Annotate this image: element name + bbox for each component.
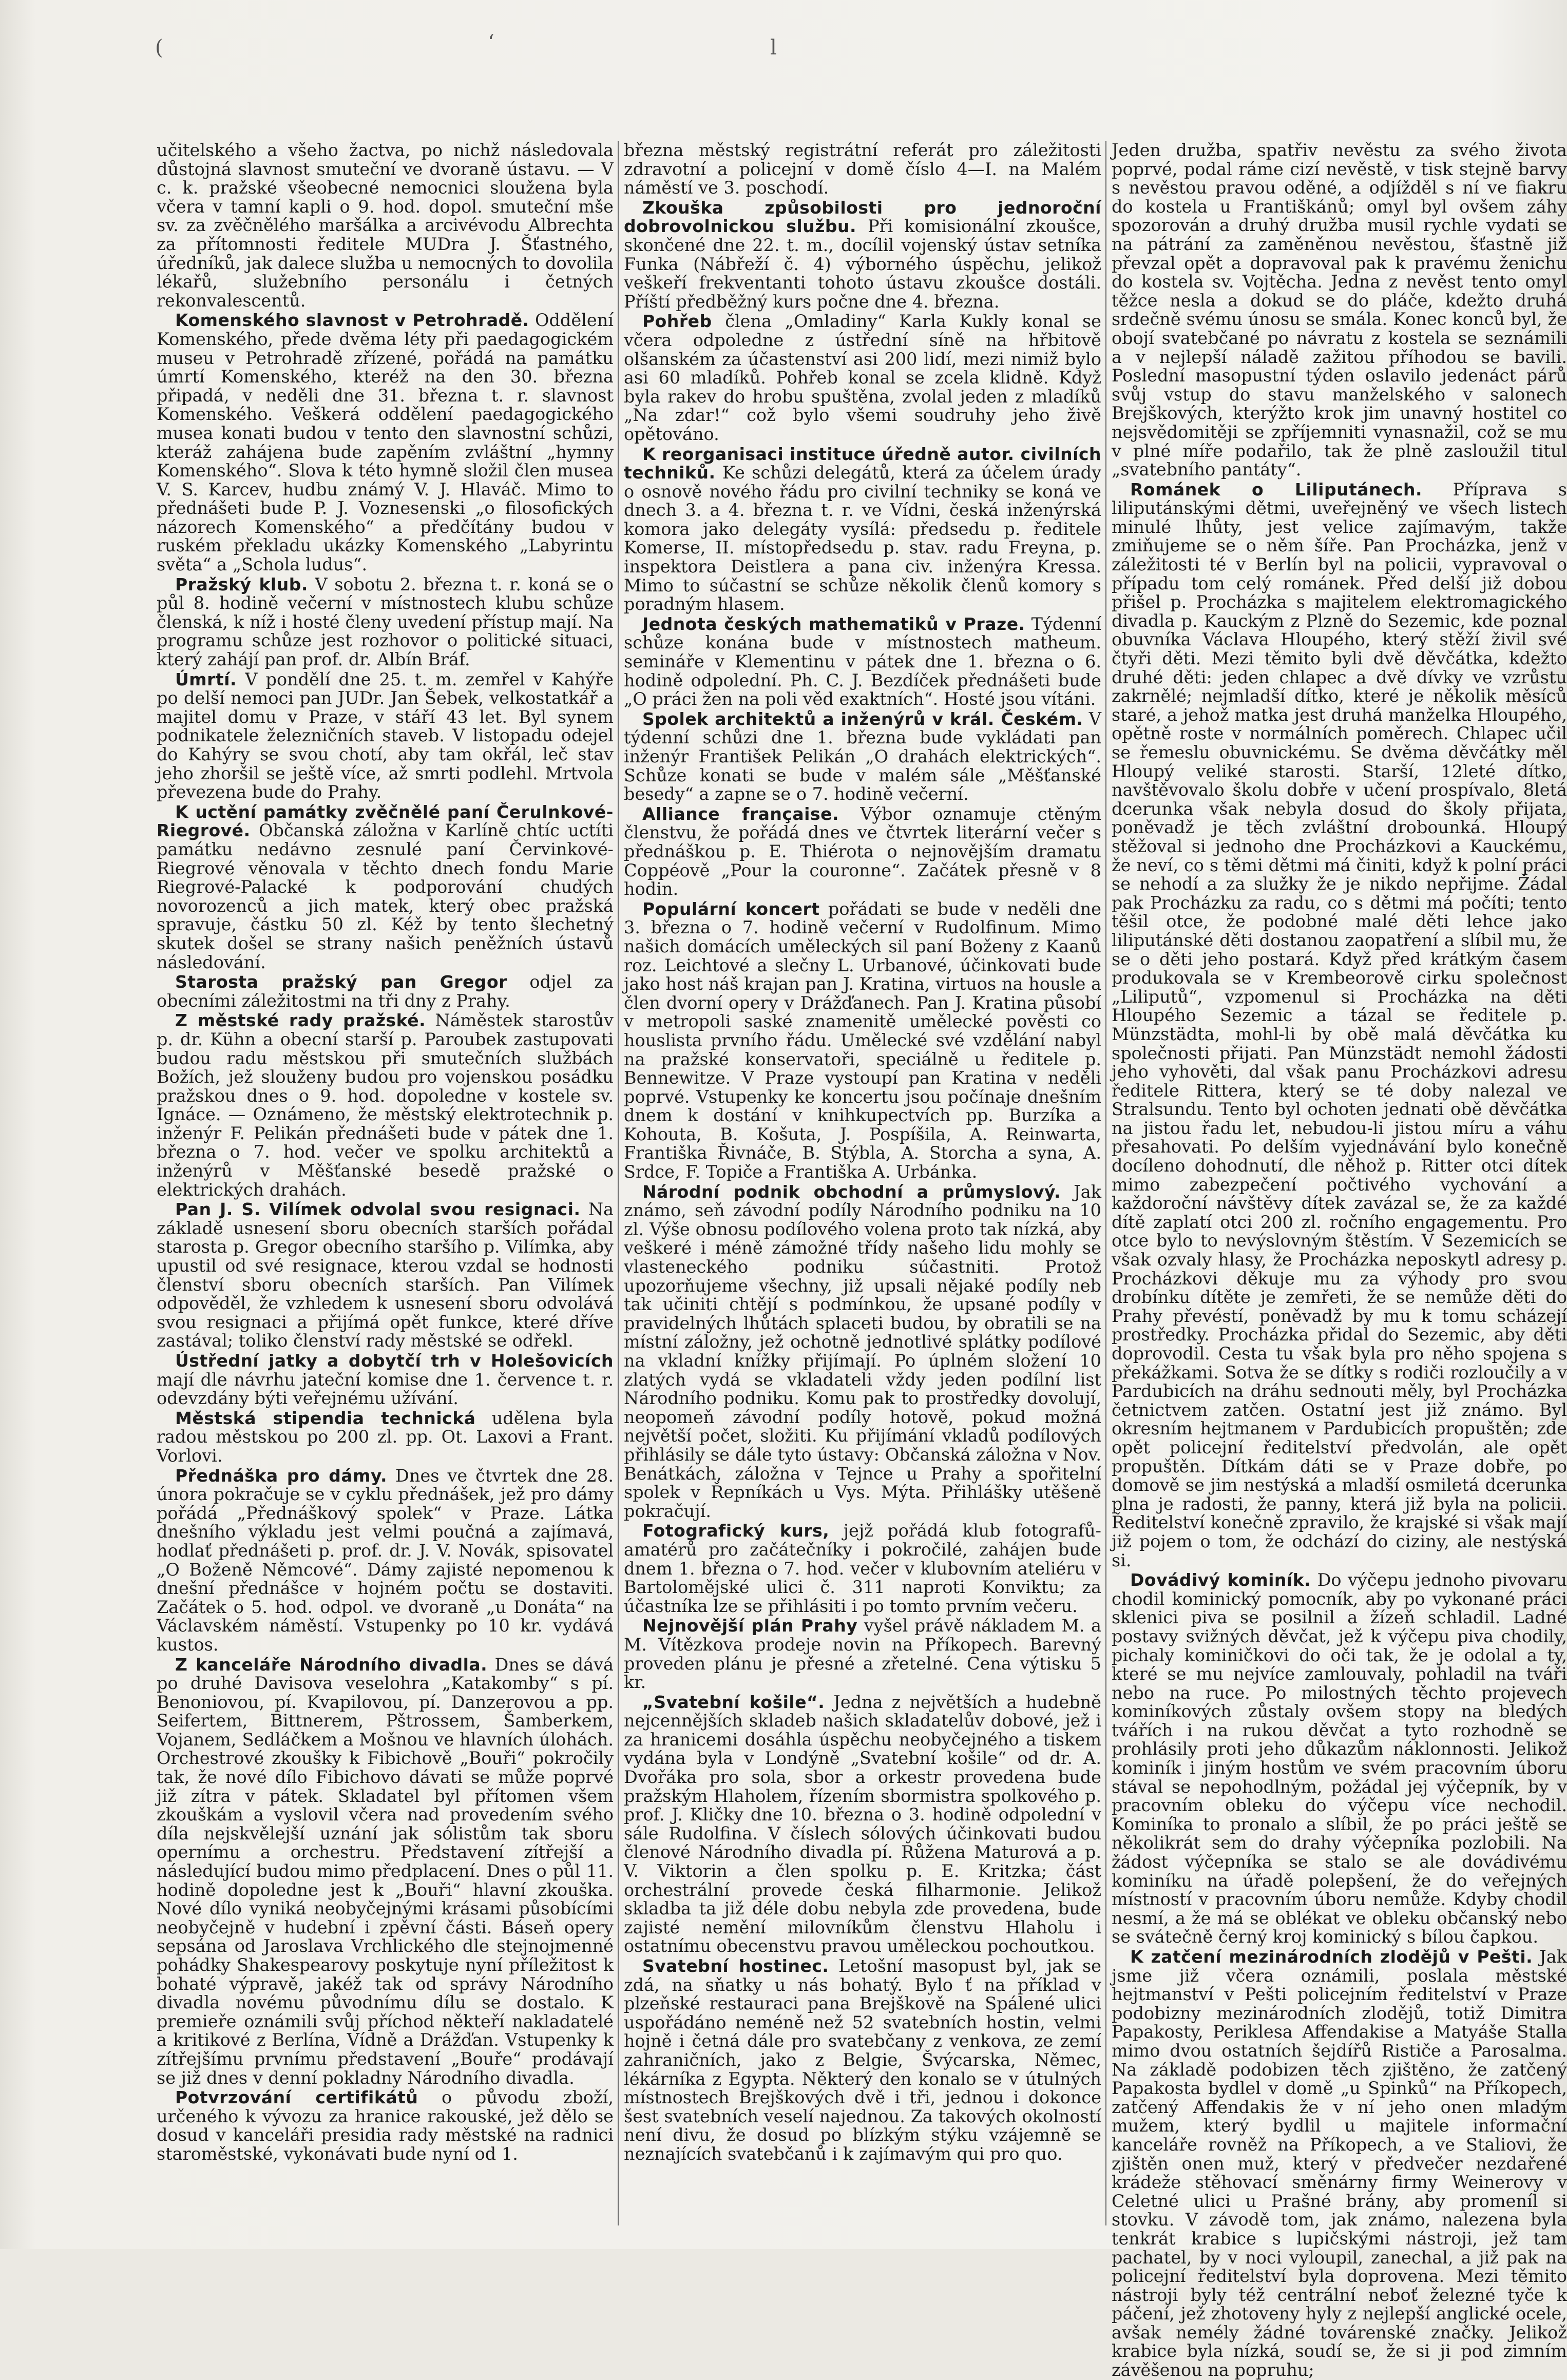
item-text: Příprava s liliputánskými dětmi, uveřejněný ve všech listech minulé lhůty, jest velice zajímavým, takže zmiňujeme se o něm šíře. Pan Procházka, jenž v záležitosti té v Berlín byl na policii, vypravoval o případu tom celý románek. Před delší již dobou přišel p. Procházka s majitelem elektromagického divadla p. Kauckým z Plzně do Sezemic, kde poznal obuvníka Václava Hloupého, který stěží živil své čtyři děti. Mezi těmito byli dvě děvčátka, kdežto druhé děti: jeden chlapec a dvě dívky ve vzrůstu zakrnělé; nejmladší dítko, které je několik měsíců staré, a jehož matka jest druhá manželka Hloupého, opětně roste v normálních poměrech. Chlapec učil se řemeslu obuvnickému. Se dvěma děvčátky měl Hloupý veliké starosti. Starší, 12leté dítko, navštěvovalo školu dobře v učení prospívalo, 8letá dcerunka však nebyla dosud do školy přijata, poněvadž je těch zvláštní drobounká. Hloupý stěžoval si jednoho dne Procházkovi a Kauckému, že neví, co s těmi dětmi má činiti, když k polní práci se nehodí a za služky že je nikdo nepřijme. Žádal pak Procházku za radu, co s dětmi má počíti; tento těšil otce, že podobné malé děti lehce jako liliputánské děti dostanou zaopatření a slíbil mu, že se o děti jeho postará. Když před krátkým časem produkovala se v Krembeorově cirku společnost „Liliputů“, vzpomenul si Procházka na děti Hloupého Sezemic a tázal se ředitele p. Münzstädta, mohl-li by obě malá děvčátka ku společnosti přijati. Pan Münzstädt nemohl žádosti jeho vyhověti, dal však panu Procházkovi adresu ředitele Rittera, který se té doby nalezal ve Stralsundu. Tento byl ochoten jednati obě děvčátka na jistou řadu let, nebudou-li jistou míru a váhu přesahovati. Po delším vyjednávání bylo konečně docíleno dohodnutí, dle něhož p. Ritter otci dítek mimo zabezpečení počtivého vychování a každoroční návštěvy dítek zavázal se, že za každé dítě zaplatí otci 200 zl. ročního engagementu. Pro otce bylo to nevýslovným štěstím. V Sezemicích se však ozvaly hlasy, že Procházka neposkytl adresy p. Procházkovi děkuje mu za výhody pro svou drobínku dítěte je zemřeti, že se nemůže děti do Prahy převéstí, poněvadž by mu k tomu scházejí prostředky. Procházka přidal do Sezemic, aby děti doprovodil. Cesta tu však byla pro něho spojena s překážkami. Sotva že se dítky s rodiči rozloučily a v Pardubicích na dráhu sednouti měly, byl Procházka četnictvem zatčen. Ostatní jest již známo. Byl okresním hejtmanem v Pardubicích propuštěn; zde opět policejní ředitelství předvolán, ale opět propuštěn. Dítkám dáti se v Praze dobře, po domově se jim nestýská a mladší osmiletá dcerunka plna je radosti, že panny, která již byla na policii. Ředitelství konečně zpravilo, že krajské si však mají již pojem o tom, že odchází do ciziny, ale nestýská si. bbox=[1112, 479, 1567, 1570]
item-text: V pondělí dne 25. t. m. zemřel v Kahýře po delší nemoci pan JUDr. Jan Šebek, velkostatkář a majitel domu v Praze, v stáří 43 let. Byl synem podnikatele železničních staveb. V listopadu odejel do Kahýry se svou chotí, aby tam okřál, leč stav jeho zhoršil se ještě více, až smrti podlehl. Mrtvola převezena bude do Prahy. bbox=[157, 669, 614, 802]
item-text: V týdenní schůzi dne 1. března bude vykládati pan inženýr František Pelikán „O drahách elektrických“. Schůze konati se bude v malém sále „Měšťanské besedy“ a zapne se o 7. hodině večerní. bbox=[624, 708, 1101, 804]
news-item bbox=[157, 2088, 614, 2163]
item-headline: K zatčení mezinárodních zlodějů v Pešti. bbox=[1130, 1947, 1533, 1967]
item-headline: Jednota českých mathematiků v Praze. bbox=[642, 613, 1025, 634]
news-item bbox=[1112, 481, 1567, 1570]
column-1 bbox=[157, 141, 614, 2225]
news-item bbox=[157, 1200, 614, 1351]
item-headline: Městská stipendia technická bbox=[175, 1408, 476, 1428]
item-headline: Spolek architektů a inženýrů v král. Českém. bbox=[642, 708, 1083, 729]
item-text: odjel za obecními záležitostmi na tři dny z Prahy. bbox=[157, 972, 614, 1011]
item-headline: Komenského slavnost v Petrohradě. bbox=[175, 310, 529, 331]
column-divider bbox=[618, 141, 619, 2225]
news-item bbox=[624, 1183, 1101, 1521]
item-headline: Dovádivý kominík. bbox=[1130, 1570, 1311, 1590]
item-text: člena „Omladiny“ Karla Kukly konal se včera odpoledne z ústřední síně na hřbitově olšanském za účastenství asi 200 lidí, mezi nimiž bylo asi 60 mladíků. Pohřeb konal se zcela klidně. Když byla rakev do hrobu spuštěna, zvolal jeden z mladíků „Na zdar!“ což bylo všemi soudruhy jeho živě opětováno. bbox=[624, 311, 1102, 444]
item-text: Dnes se dává po druhé Davisova veselohra „Katakomby“ s pí. Benoniovou, pí. Kvapilovou, pí. Danzerovou a pp. Seifertem, Bittnerem, Pštrossem, Šamberkem, Vojanem, Sedláčkem a Mošnou ve hlavních úlohách. Orchestrové zkoušky k Fibichově „Bouři“ pokročily tak, že nové dílo Fibichovo dávati se může poprvé již zítra v pátek. Skladatel byl přítomen všem zkouškám a vyslovil včera nad provedením svého díla nejskvělejší uznání jak sólistům tak sboru opernímu a orchestru. Představení zítřejší a následující budou mimo předplacení. Dnes o půl 11. hodině dopoledne jest k „Bouři“ hlavní zkouška. Nové dílo vyniká neobyčejnými krásami působícími neobyčejně v hudební i zpěvní části. Báseň opery sepsána od Jaroslava Vrchlického dle stejnojmenné pohádky Shakespearovy poskytuje nyní příležitost k bohaté výpravě, jakéž tak od správy Národního divadla novému původnímu dílu se dostalo. K premieře oznámili svůj příchod někteří nakladatelé a kritikové z Berlína, Vídně a Drážďan. Vstupenky k zítřejšímu prvnímu představení „Bouře“ prodávají se již dnes v denní pokladny Národního divadla. bbox=[157, 1654, 614, 2088]
item-text: V sobotu 2. března t. r. koná se o půl 8. hodině večerní v místnostech klubu schůze členská, k níž i hosté členy uvedení přístup mají. Na programu schůze jest rozhovor o politické situaci, který zahájí pan prof. dr. Albín Bráf. bbox=[157, 574, 614, 670]
item-headline: Pan J. S. Vilímek odvolal svou resignaci. bbox=[175, 1199, 581, 1220]
item-headline: Starosta pražský pan Gregor bbox=[175, 972, 507, 992]
item-headline: Národní podnik obchodní a průmyslový. bbox=[642, 1181, 1061, 1202]
item-text: Na základě usnesení sboru obecních starších pořádal starosta p. Gregor obecního staršího p. Vilímka, aby upustil od své resignace, kterou vzdal se hodnosti členství sboru obecních starších. Pan Vilímek odpověděl, že vzhledem k usnesení sboru odvolává svou resignaci a přijímá opět funkce, které dříve zastával; toliko členství rady městské se odřekl. bbox=[157, 1199, 614, 1351]
news-item bbox=[624, 900, 1101, 1182]
item-headline: Pohřeb bbox=[642, 311, 712, 332]
item-text: Jak známo, seň závodní podíly Národního podniku na 10 zl. Výše obnosu podílového volena proto tak nízká, aby veškeré i méně zámožné třídy našeho lidu mohly se vlasteneckého podniku súčastniti. Protož upozorňujeme všechny, již upsali nějaké podíly neb tak učiniti chtějí s podmínkou, že upsané podíly v pravidelných lhůtách splaceti budou, by obratili se na místní záložny, jež ochotně jednotlivé splátky podílové na vkladní knížky přijímají. Po úplném složení 10 zlatých vydá se vkladateli vždy jeden podílní list Národního podniku. Komu pak to prostředky dovolují, neopomeň závodní podíly hotově, pokud možná největší počet, složiti. Ku přijímání vkladů podílových přihlásily se dále tyto ústavy: Občanská záložna v Nov. Benátkách, záložna v Tejnce u Prahy a spořitelní spolek v Řepníkách u Vys. Mýta. Přihlášky utěšeně pokračují. bbox=[624, 1181, 1101, 1521]
column-3 bbox=[1112, 140, 1567, 2380]
item-headline: K reorganisaci instituce úředně autor. civilních techniků. bbox=[624, 444, 1101, 483]
column-divider bbox=[1105, 141, 1106, 2225]
margin-mark: l bbox=[770, 36, 777, 60]
item-text: Týdenní schůze konána bude v místnostech matheum. semináře v Klementinu v pátek dne 1. března o 6. hodině odpolední. Ph. C. J. Bezdíček přednášeti bude „O práci žen na poli věd exaktních“. Hosté jsou vítáni. bbox=[624, 613, 1102, 709]
news-item bbox=[624, 199, 1101, 312]
item-headline: Alliance française. bbox=[642, 803, 839, 824]
news-item bbox=[624, 1522, 1101, 1616]
item-text: Jedna z největších a hudebně nejcennějších skladeb našich skladatelův dobové, jež i za hranicemi dosáhla úspěchu neobyčejného a tiskem vydána byla v Londýně „Svatební košile“ od dr. A. Dvořáka pro sola, sbor a orkestr provedena bude pražským Hlaholem, řízením sbormistra spolkového p. prof. J. Kličky dne 10. března o 3. hodině odpolední v sále Rudolfina. V číslech sólových účinkovati budou členové Národního divadla pí. Růžena Maturová a p. V. Viktorin a člen spolku p. E. Kritzka; část orchestrální provede česká filharmonie. Jelikož skladba ta již déle dobu nebyla zde provedena, bude zajisté nemění milovníkům členstvu Hlaholu i ostatnímu obecenstvu pravou uměleckou pochoutkou. bbox=[624, 1692, 1101, 1956]
news-item bbox=[157, 1409, 614, 1466]
item-headline: Z kanceláře Národního divadla. bbox=[175, 1654, 488, 1675]
news-item bbox=[157, 670, 614, 802]
item-headline: Románek o Liliputánech. bbox=[1130, 479, 1423, 500]
news-item bbox=[624, 312, 1101, 444]
item-text: vyšel právě nákladem M. a M. Vítězkova prodeje novin na Příkopech. Barevný proveden plánu je přesné a zřetelné. Cena výtisku 5 kr. bbox=[624, 1616, 1101, 1693]
item-text: udělena byla radou městskou po 200 zl. pp. Ot. Laxovi a Frant. Vorlovi. bbox=[157, 1408, 614, 1466]
item-text: Oddělení Komenského, přede dvěma léty při paedagogickém museu v Petrohradě zřízené, pořádá na památku úmrtí Komenského, kteréž na den 30. března připadá, v neděli dne 31. března t. r. slavnost Komenského. Veškerá oddělení paedagogického musea konati budou v tento den slavnostní schůzi, kteráž zahájena bude zapěním zvláštní „hymny Komenského“. Slova k této hymně složil člen musea V. S. Karcev, hudbu známý V. J. Hlaváč. Mimo to přednášeti bude P. J. Voznesenski „o filosofických názorech Komenského“ a předčítány budou v ruském překladu ukázky Komenského „Labyrintu světa“ a „Schola ludus“. bbox=[157, 310, 614, 575]
news-item bbox=[157, 1011, 614, 1199]
item-headline: Úmrtí. bbox=[175, 669, 237, 689]
news-item bbox=[624, 710, 1101, 804]
news-item bbox=[157, 803, 614, 972]
item-text: Výbor oznamuje ctěným členstvu, že pořádá dnes ve čtvrtek literární večer s přednáškou p. E. Thiérota o nejnovějším dramatu Coppéově „Pour la couronne“. Začátek přesně v 8 hodin. bbox=[624, 803, 1102, 899]
news-item bbox=[624, 1693, 1101, 1956]
item-headline: „Svatební košile“. bbox=[642, 1692, 825, 1712]
item-headline: Přednáška pro dámy. bbox=[175, 1465, 388, 1486]
news-item bbox=[157, 1656, 614, 2088]
item-headline: Z městské rady pražské. bbox=[175, 1010, 426, 1031]
item-headline: K uctění památky zvěčnělé paní Čerulnkové-Riegrové. bbox=[157, 801, 614, 841]
news-item bbox=[157, 1352, 614, 1408]
news-item bbox=[624, 1957, 1101, 2164]
article-continuation: března městský registrátní referát pro záležitosti zdravotní a policejní v domě číslo 4—I. na Malém náměstí ve 3. poschodí. bbox=[624, 140, 1101, 198]
news-item bbox=[624, 805, 1101, 899]
item-text: jejž pořádá klub fotografů-amatérů pro začátečníky i pokročilé, zahájen bude dnem 1. března o 7. hod. večer v klubovním ateliéru v Bartolomějské ulici č. 311 naproti Konviktu; za účastníka lze se přihlásiti i po tomto prvním večeru. bbox=[624, 1521, 1101, 1616]
news-item bbox=[157, 311, 614, 574]
item-text: Ke schůzi delegátů, která za účelem úrady o osnově nového řádu pro civilní techniky se koná ve dnech 3. a 4. března t. r. ve Vídni, česká inženýrská komora jako delegáty vysílá: předsedu p. ředitele Komerse, II. místopředsedu p. stav. radu Freyna, p. inspektora Deistlera a pana civ. inženýra Kressa. Mimo to súčastní se schůze několik členů komory s poradným hlasem. bbox=[624, 463, 1101, 615]
item-headline: Fotografický kurs, bbox=[642, 1521, 830, 1541]
item-text: Do výčepu jednoho pivovaru chodil kominický pomocník, aby po vykonané práci sklenici piva se posilnil a žízeň schladil. Ladné postavy svižných děvčat, jež k výčepu piva chodily, pichaly kominičkovi do oči tak, že je odolal a ty, které se mu nejvíce zamlouvaly, pohladil na tváři nebo na ruce. Po milostných těchto projevech kominíkových zůstaly ovšem stopy na bledých tvářích i na rukou děvčat a tyto rozhodně se prohlásily proti jeho důkazům náklonnosti. Jelikož kominík i jiným hostům ve svém pracovním úboru stával se nepohodlným, požádal jej výčepník, by v pracovním obleku do výčepu více nechodil. Kominíka to pronalo a slíbil, že po práci ještě se několikrát sem do drahy výčepníka pozlobili. Na žádost výčepníka se stalo se ale dovádivému kominíku na úřadě polepšení, že do veřejných místností v pracovním úboru nemůže. Kdyby chodil nesmí, a že má se oblékat ve obleku občanský nebo se svátečně černý kroj kominický s bílou čapkou. bbox=[1112, 1570, 1567, 1947]
item-text: pořádati se bude v neděli dne 3. března o 7. hodině večerní v Rudolfinum. Mimo našich domácích uměleckých sil paní Boženy z Kaanů roz. Leichtové a slečny L. Urbanové, účinkovati bude jako host náš krajan pan J. Kratina, virtuos na housle a člen dvorní opery v Drážďanech. Pan J. Kratina působí v metropoli saské znamenitě umělecké pověsti co houslista prvního řádu. Umělecké své vzdělání nabyl na pražské konservatoři, speciálně u ředitele p. Bennewitze. V Praze vystoupí pan Kratina v neděli poprvé. Vstupenky ke koncertu jsou počínaje dnešním dnem k dostání v knihkupectvích pp. Burzíka a Kohouta, B. Košuta, J. Pospíšila, A. Reinwarta, Františka Řivnáče, B. Stýbla, A. Storcha a syna, A. Srdce, F. Topiče a Františka A. Urbánka. bbox=[624, 898, 1102, 1182]
item-headline: Pražský klub. bbox=[175, 574, 308, 594]
item-headline: Nejnovější plán Prahy bbox=[642, 1616, 858, 1636]
news-item bbox=[157, 973, 614, 1010]
item-text: o původu zboží, určeného k vývozu za hranice rakouské, jež dělo se dosud v kanceláři presidia rady městské na radnici staroměstské, vykonávati bude nyní od 1. bbox=[157, 2087, 614, 2164]
item-headline: Potvrzování certifikátů bbox=[175, 2087, 418, 2108]
item-text: Při komisionální zkoušce, skončené dne 22. t. m., docílil vojenský ústav setníka Funka (Nábřeží č. 4) výborného úspěchu, jelikož veškeří frekventanti tohoto ústavu zkoušce dostáli. Příští předběžný kurs počne dne 4. března. bbox=[624, 216, 1101, 312]
news-item bbox=[1112, 1948, 1567, 2380]
item-headline: Ústřední jatky a dobytčí trh v Holešovicích bbox=[175, 1351, 614, 1371]
item-text: Jak jsme již včera oznámili, poslala městské hejtmanství v Pešti policejním ředitelství v Praze podobizny mezinárodních zlodějů, totiž Dimitra Papakosty, Periklesa Affendakise a Matyáše Stalla mimo dvou ostatních šejdířů Rističe a Parosalma. Na základě podobizen těch zjištěno, že zatčený Papakosta bydlel v domě „u Spinků“ na Příkopech, zatčený Affendakis že v ní jeho onen mladým mužem, který bydlil u majitele informační kanceláře rovněž na Příkopech, a ve Staliovi, že zjištěn onen muž, který v předvečer nezdařené krádeže stěhovací směnárny firmy Weinerovy v Celetné ulici u Prašné brány, aby promeníl si stovku. V závodě tom, jak známo, nalezena byla tenkrát krabice s lupičskými nástroji, jež tam pachatel, by v noci vyloupil, zanechal, a již pak na policejní ředitelství byla doprovena. Mezi těmito nástroji byly též centrální neboť železné tyče k páčení, jež zhotoveny hyly z nejlepší anglické ocele, avšak nemély žádné továrenské značky. Jelikož krabice byla nízká, soudí se, že si ji pod zimním závěšenou na popruhu; bbox=[1112, 1947, 1567, 2380]
item-text: Občanská záložna v Karlíně chtíc uctíti památku nedávno zesnulé paní Červinkové-Riegrové věnovala v těchto dnech fondu Marie Riegrové-Palacké k podporování chudých novorozenců a jich matek, který obec pražská spravuje, částku 50 zl. Kéž by tento šlechetný skutek došel se strany našich peněžních ústavů následování. bbox=[157, 820, 614, 972]
item-headline: Zkouška způsobilosti pro jednoroční dobrovolnickou službu. bbox=[624, 197, 1101, 237]
margin-mark: ( bbox=[155, 36, 163, 60]
news-item bbox=[624, 445, 1101, 614]
item-text: Letošní masopust byl, jak se zdá, na sňatky u nás bohatý. Bylo ť na příklad v plzeňské restauraci pana Brejškově na Spálené ulici uspořádáno neméně než 52 svatebních hostin, velmi hojně i četná dále pro svatebčany z venkova, ze zemí zahraničních, jako z Belgie, Švýcarska, Němec, lékárníka z Egypta. Některý den konalo se v útulných místnostech Brejškových dvě i tři, jednou i dokonce šest svatebních veselí najednou. Za takových okolností není divu, že dosud po blízkým stýku vzájemně se neznajících svatebčanů i k zajímavým qui pro quo. bbox=[624, 1956, 1101, 2164]
item-headline: Svatební hostinec. bbox=[642, 1956, 829, 1976]
news-item bbox=[1112, 1571, 1567, 1947]
margin-mark: ‘ bbox=[488, 31, 494, 54]
news-item bbox=[624, 1617, 1101, 1692]
news-item bbox=[157, 1467, 614, 1655]
news-item bbox=[624, 615, 1101, 709]
column-2 bbox=[624, 141, 1101, 2225]
item-text: Náměstek starostův p. dr. Kühn a obecní starší p. Paroubek zastupovati budou radu městskou při smutečních službách Božích, jež slouženy budou pro vojenskou posádku pražskou dnes o 9. hod. dopoledne v kostele sv. Ignáce. — Oznámeno, že městský elektrotechnik p. inženýr F. Pelikán přednášeti bude v pátek dne 1. března o 7. hod. večer ve spolku architektů a inženýrů v Měšťanské besedě pražské o elektrických drahách. bbox=[157, 1010, 614, 1200]
article-continuation: učitelského a všeho žactva, po nichž následovala důstojná slavnost smuteční ve dvoraně ústavu. — V c. k. pražské všeobecné nemocnici sloužena byla včera v tamní kapli o 9. hod. dopol. smuteční mše sv. za zvěčnělého maršálka a arcivévodu Albrechta za přítomnosti ředitele MUDra J. Šťastného, úředníků, jak dalece služba u nemocných to dovolila lékařů, služebního personálu i četných rekonvalescentů. bbox=[157, 140, 614, 311]
news-item bbox=[157, 575, 614, 669]
article-continuation: Jeden družba, spatřiv nevěstu za svého života poprvé, podal ráme cizí nevěstě, v tisk stejně barvy s nevěstou pravou oděné, a odjížděl s ní ve fiakru do kostela u Františkánů; omyl byl ovšem záhy spozorován a druhý družba musil rychle vydati se na pátrání za zaměněnou nevěstou, šťastně již převzal opět a dopravoval pak k pravému ženichu do kostela sv. Vojtěcha. Jedna z nevěst tento omyl těžce nesla a dokud se do pláče, kdežto druhá srdečně svému únosu se smála. Konec konců byl, že obojí svatebčané po návratu z kostela se seznámili a v nejlepší náladě zažitou příhodou se bavili. Poslední masopustní týden oslavilo jedenáct párů svůj vstup do stavu manželského v salonech Brejškových, kterýžto krok jim unavný hostitel co nejsvědomitěji se zpříjemniti vynasnažil, což se mu v plné míře podařilo, tak že plně zasloužil titul „svatebního pantáty“. bbox=[1112, 140, 1567, 480]
item-text: Dnes ve čtvrtek dne 28. února pokračuje se v cyklu přednášek, jež pro dámy pořádá „Přednáškový spolek“ v Praze. Látka dnešního výkladu jest velmi poučná a zajímavá, hodlať přednášeti p. prof. dr. J. V. Novák, spisovatel „O Boženě Němcové“. Dámy zajisté nepomenou k dnešní přednášce v hojném počtu se dostaviti. Začátek o 5. hod. odpol. ve dvoraně „u Donáta“ na Václavském náměstí. Vstupenky po 10 kr. vydává kustos. bbox=[157, 1465, 614, 1655]
item-text: mají dle návrhu jateční komise dne 1. července t. r. odevzdány býti veřejnému užívání. bbox=[157, 1369, 614, 1409]
item-headline: Populární koncert bbox=[642, 898, 820, 919]
